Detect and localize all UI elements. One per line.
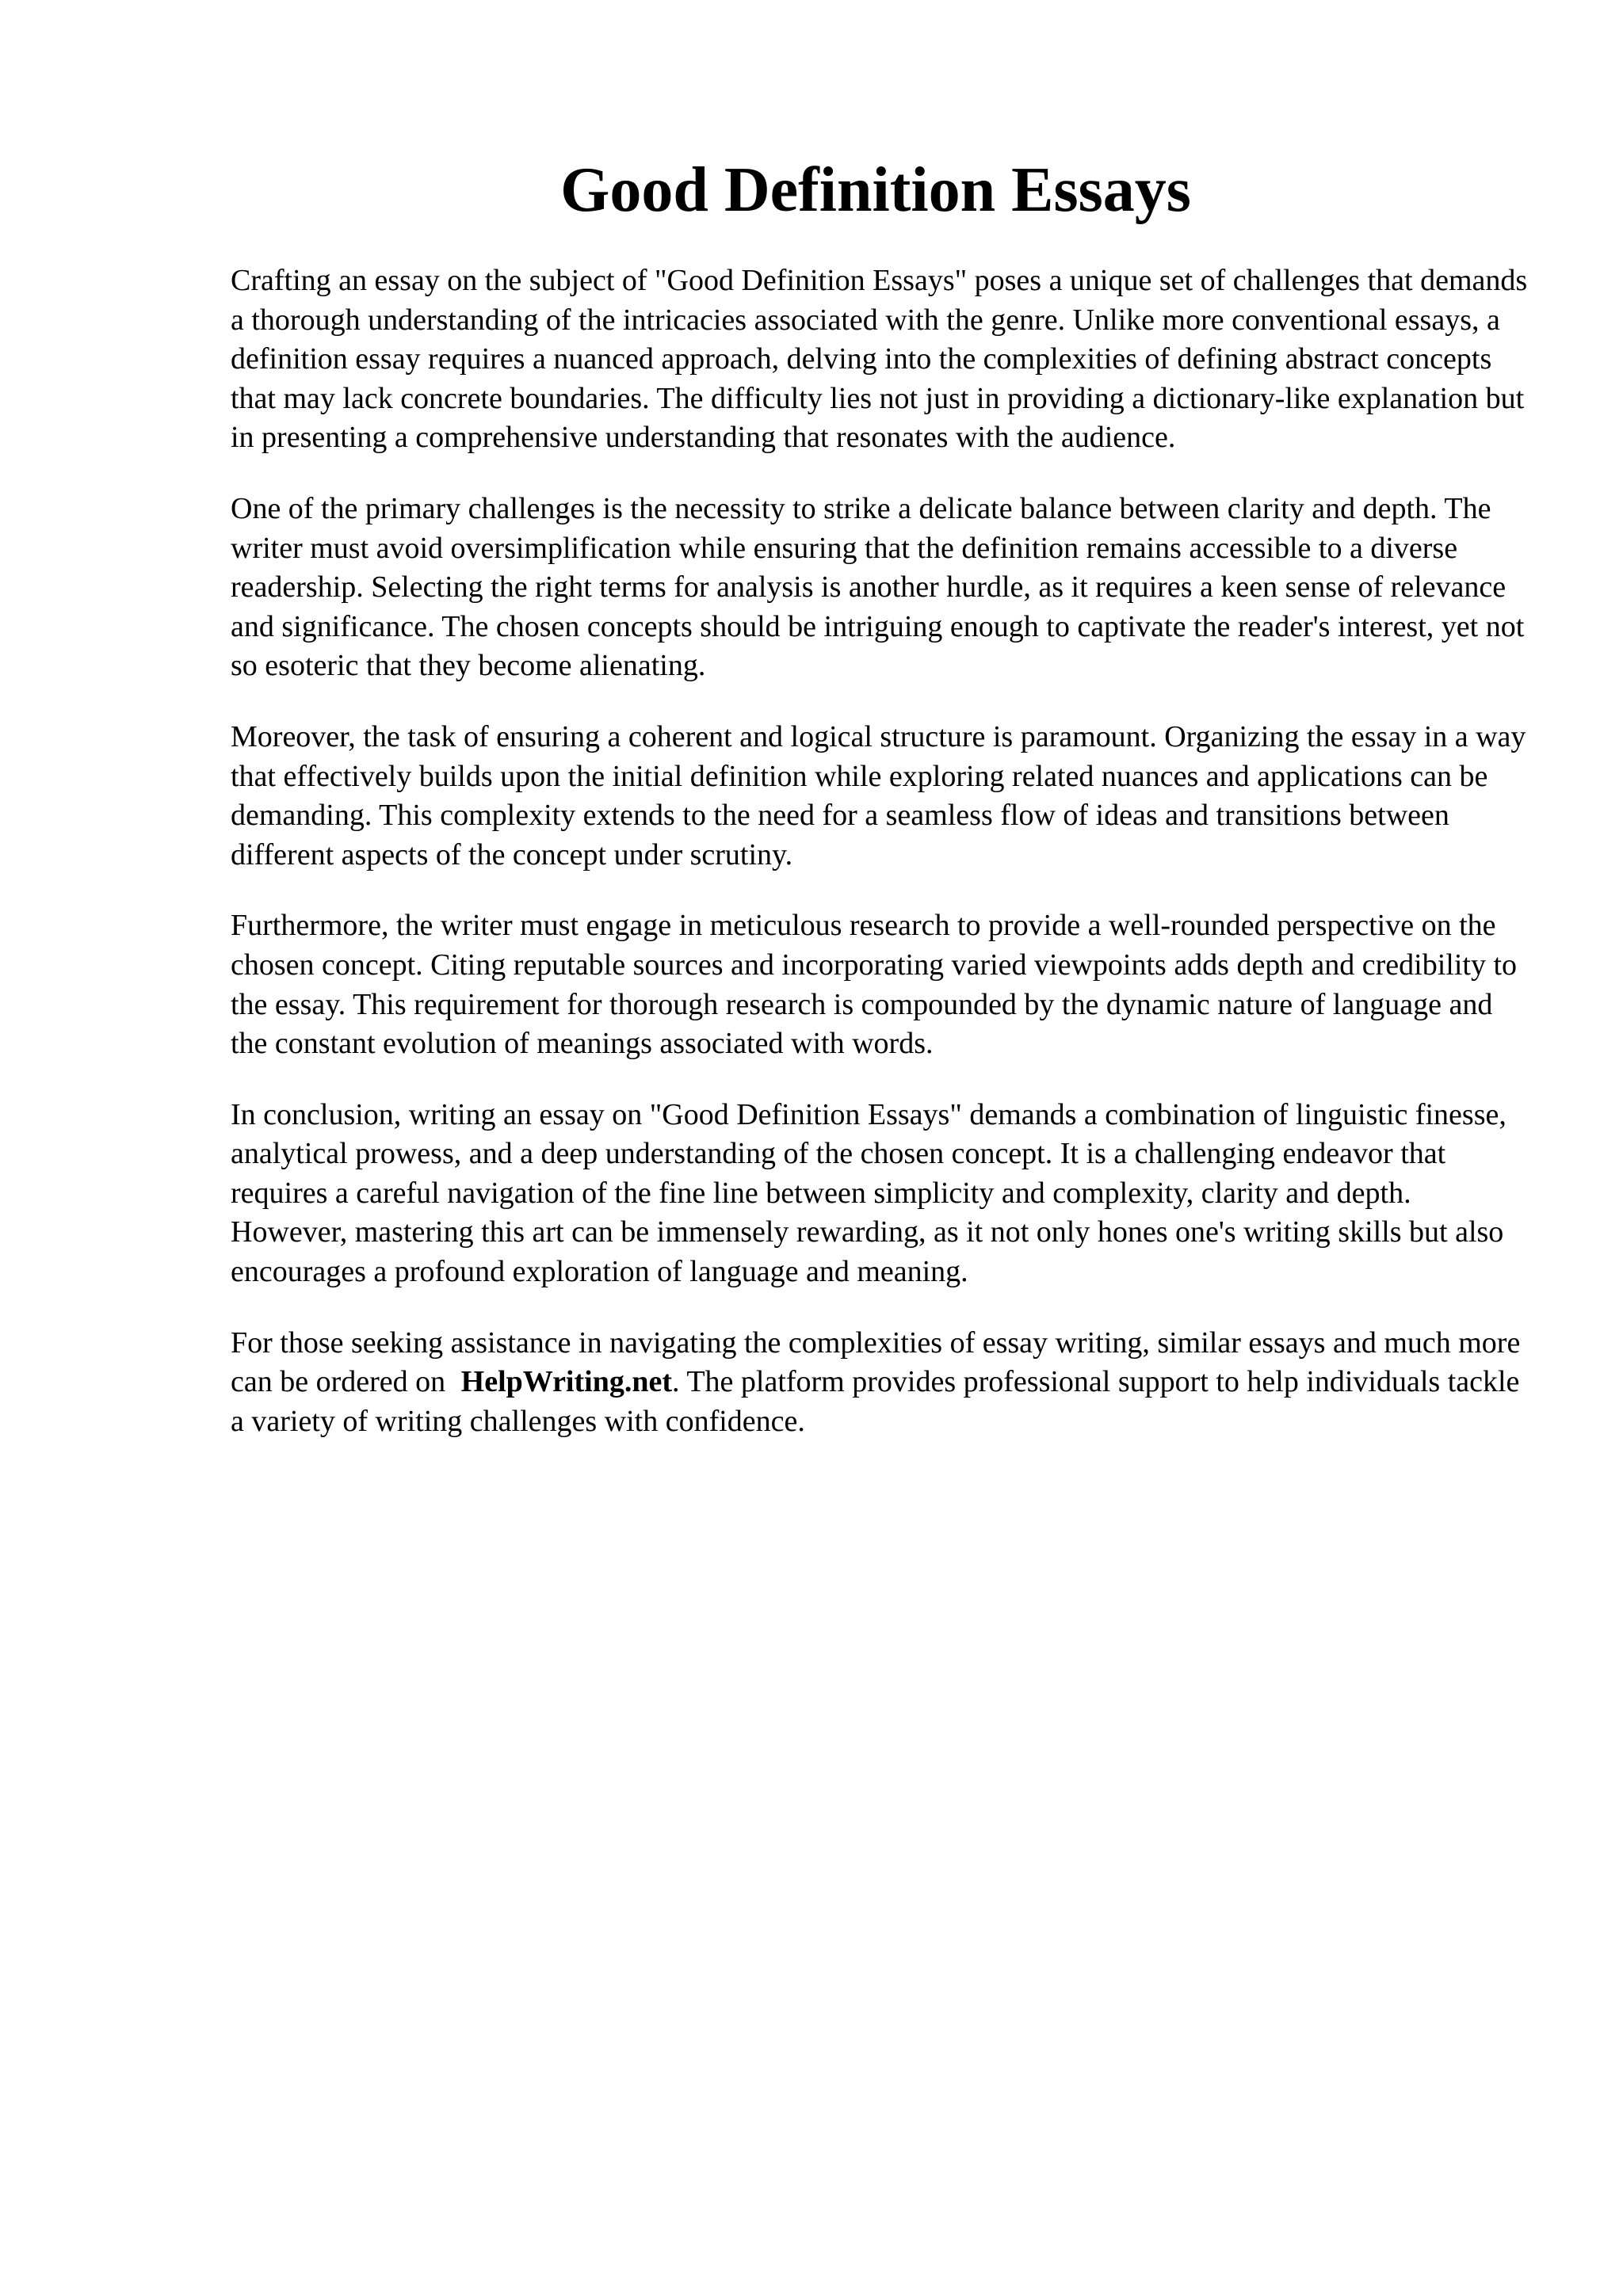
closing-text-before: For those seeking assistance in navigating the complexities of essay writing, similar essays and much more can be ordered on xyxy=(231,1325,1521,1399)
paragraph-3: Moreover, the task of ensuring a coherent and logical structure is paramount. Organizing the essay in a way that effectively builds upon the initial definition while exploring related nuances and applications can be demanding. This complexity extends to the need for a seamless flow of ideas and transitions between different aspects of the concept under scrutiny. xyxy=(231,719,1526,871)
paragraph-2: One of the primary challenges is the necessity to strike a delicate balance between clarity and depth. The writer must avoid oversimplification while ensuring that the definition remains accessible to a diverse readership. Selecting the right terms for analysis is another hurdle, as it requires a keen sense of relevance and significance. The chosen concepts should be intriguing enough to captivate the reader's interest, yet not so esoteric that they become alienating. xyxy=(231,491,1525,683)
closing-paragraph xyxy=(231,1324,1530,1442)
paragraph-5: In conclusion, writing an essay on "Good Definition Essays" demands a combination of linguistic finesse, analytical prowess, and a deep understanding of the chosen concept. It is a challenging endeavor that requires a careful navigation of the fine line between simplicity and complexity, clarity and depth. However, mastering this art can be immensely rewarding, as it not only hones one's writing skills but also encourages a profound exploration of language and meaning. xyxy=(231,1097,1507,1289)
closing-text-after: . The platform provides professional support to help individuals tackle a variety of writing challenges with confidence. xyxy=(231,1365,1520,1438)
brand-name: HelpWriting.net xyxy=(460,1365,672,1399)
document-body xyxy=(231,261,1530,1473)
paragraph-1: Crafting an essay on the subject of "Good Definition Essays" poses a unique set of challenges that demands a thorough understanding of the intricacies associated with the genre. Unlike more conventional essays, a definition essay requires a nuanced approach, delving into the complexities of defining abstract concepts that may lack concrete boundaries. The difficulty lies not just in providing a dictionary-like explanation but in presenting a comprehensive understanding that resonates with the audience. xyxy=(231,264,1528,455)
paragraph-4: Furthermore, the writer must engage in meticulous research to provide a well-rounded perspective on the chosen concept. Citing reputable sources and incorporating varied viewpoints adds depth and credibility to the essay. This requirement for thorough research is compounded by the dynamic nature of language and the constant evolution of meanings associated with words. xyxy=(231,909,1517,1061)
document-title: Good Definition Essays xyxy=(560,155,1191,225)
